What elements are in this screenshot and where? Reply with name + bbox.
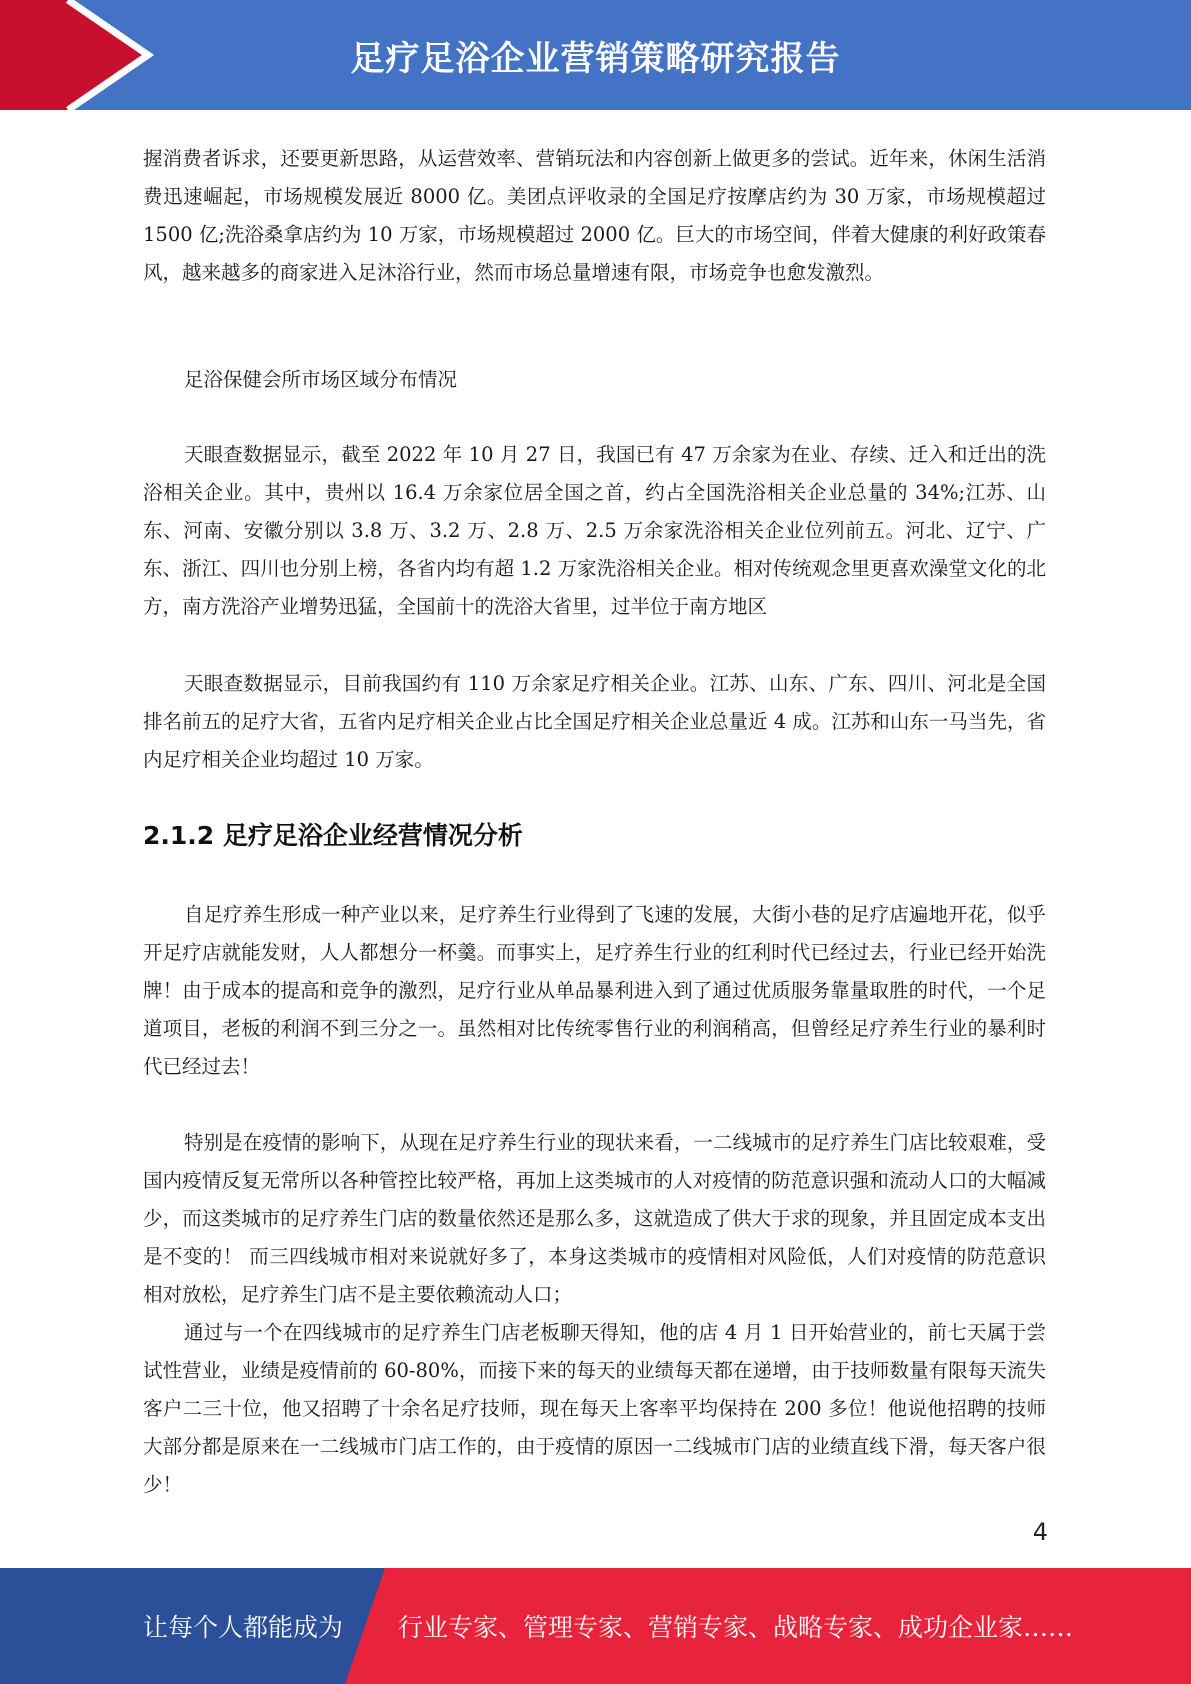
report-title: 足疗足浴企业营销策略研究报告	[350, 38, 841, 79]
subheading-regional-distribution: 足浴保健会所市场区域分布情况	[184, 368, 458, 391]
paragraph-store-owner-case: 通过与一个在四线城市的足疗养生门店老板聊天得知，他的店 4 月 1 日开始营业的，前七天属于尝试性营业，业绩是疫情前的 60-80%，而接下来的每天的业绩每天都在递增，由于技师数量有限每天流失客户二三十位，他又招聘了十余名足疗技师，现在每天上客率平均保持在 200 多位！他说他招聘的技师大部分都是原来在一二线城市门店工作的，由于疫情的原因一二线城市门店的业绩直线下滑，每天客户很少！	[143, 1321, 1046, 1496]
paragraph-market-size: 握消费者诉求，还要更新思路，从运营效率、营销玩法和内容创新上做更多的尝试。近年来，休闲生活消费迅速崛起，市场规模发展近 8000 亿。美团点评收录的全国足疗按摩店约为 30 万家，市场规模超过 1500 亿;洗浴桑拿店约为 10 万家，市场规模超过 2000 亿。巨大的市场空间，伴着大健康的利好政策春风，越来越多的商家进入足沐浴行业，然而市场总量增速有限，市场竞争也愈发激烈。	[143, 147, 1046, 284]
page-header	[0, 0, 1191, 110]
section-heading: 2.1.2 足疗足浴企业经营情况分析	[143, 821, 523, 850]
page-number: 4	[1032, 1518, 1048, 1546]
paragraph-foot-enterprises: 天眼查数据显示，目前我国约有 110 万余家足疗相关企业。江苏、山东、广东、四川、河北是全国排名前五的足疗大省，五省内足疗相关企业占比全国足疗相关企业总量近 4 成。江苏和山东一马当先，省内足疗相关企业均超过 10 万家。	[143, 672, 1046, 771]
footer-slogan-lead: 让每个人都能成为	[143, 1613, 344, 1642]
paragraph-industry-development: 自足疗养生形成一种产业以来，足疗养生行业得到了飞速的发展，大街小巷的足疗店遍地开花，似乎开足疗店就能发财，人人都想分一杯羹。而事实上，足疗养生行业的红利时代已经过去，行业已经开始洗牌！由于成本的提高和竞争的激烈，足疗行业从单品暴利进入到了通过优质服务靠量取胜的时代，一个足道项目，老板的利润不到三分之一。虽然相对比传统零售行业的利润稍高，但曾经足疗养生行业的暴利时代已经过去！	[143, 903, 1046, 1078]
paragraph-pandemic-impact: 特别是在疫情的影响下，从现在足疗养生行业的现状来看，一二线城市的足疗养生门店比较艰难，受国内疫情反复无常所以各种管控比较严格，再加上这类城市的人对疫情的防范意识强和流动人口的大幅减少，而这类城市的足疗养生门店的数量依然还是那么多，这就造成了供大于求的现象，并且固定成本支出是不变的！ 而三四线城市相对来说就好多了，本身这类城市的疫情相对风险低，人们对疫情的防范意识相对放松，足疗养生门店不是主要依赖流动人口；	[143, 1131, 1046, 1306]
footer-slogan-roles: 行业专家、管理专家、营销专家、战略专家、成功企业家……	[398, 1613, 1074, 1642]
paragraph-bath-enterprises: 天眼查数据显示，截至 2022 年 10 月 27 日，我国已有 47 万余家为在业、存续、迁入和迁出的洗浴相关企业。其中，贵州以 16.4 万余家位居全国之首，约占全国洗浴相关企业总量的 34%;江苏、山东、河南、安徽分别以 3.8 万、3.2 万、2.8 万、2.5 万余家洗浴相关企业位列前五。河北、辽宁、广东、浙江、四川也分别上榜，各省内均有超 1.2 万家洗浴相关企业。相对传统观念里更喜欢澡堂文化的北方，南方洗浴产业增势迅猛，全国前十的洗浴大省里，过半位于南方地区	[143, 443, 1046, 618]
header-arrow-decoration	[0, 0, 160, 110]
page-footer	[0, 1568, 1191, 1684]
